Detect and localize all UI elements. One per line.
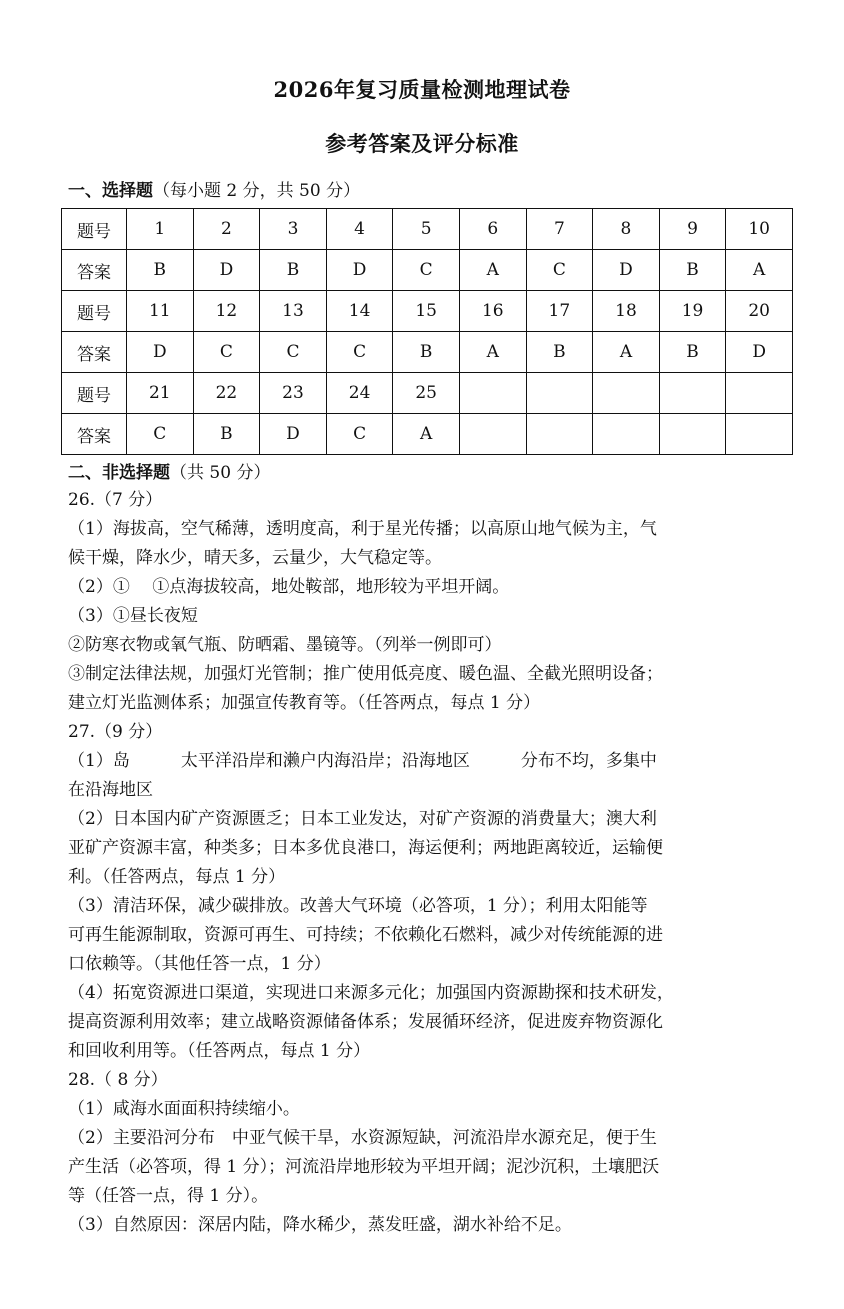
- question-number-cell: 20: [726, 291, 793, 332]
- question-number-cell: 18: [593, 291, 660, 332]
- answer-text-line: 可再生能源制取，资源可再生、可持续；不依赖化石燃料，减少对传统能源的进: [68, 925, 663, 945]
- question-number-cell: 2: [193, 209, 260, 250]
- answer-text-line: （2）① ①点海拔较高，地处鞍部，地形较为平坦开阔。: [68, 577, 510, 597]
- page-subtitle: 参考答案及评分标准: [325, 131, 519, 156]
- row-label-answer: 答案: [62, 332, 127, 373]
- row-label-question: 题号: [62, 291, 127, 332]
- answer-cell: A: [593, 332, 660, 373]
- question-number-cell: 14: [326, 291, 393, 332]
- answer-cell: [726, 414, 793, 455]
- answer-text-line: 候干燥，降水少，晴天多，云量少，大气稳定等。: [68, 548, 442, 568]
- question-number-cell: [526, 373, 593, 414]
- answer-cell: [526, 414, 593, 455]
- question-number-row: [62, 209, 793, 250]
- answer-cell: C: [526, 250, 593, 291]
- answer-text-line: （1）咸海水面面积持续缩小。: [68, 1099, 300, 1119]
- question-number-cell: 9: [659, 209, 726, 250]
- section-2-note: （共 50 分）: [170, 463, 271, 483]
- question-number-cell: 13: [260, 291, 327, 332]
- section-2-label: 二、非选择题: [68, 463, 170, 483]
- answer-cell: B: [127, 250, 194, 291]
- question-number-cell: 5: [393, 209, 460, 250]
- section-1-heading: [68, 176, 360, 201]
- question-number-row: [62, 291, 793, 332]
- answer-text-line: 亚矿产资源丰富，种类多；日本多优良港口，海运便利；两地距离较近，运输便: [68, 838, 663, 858]
- answer-text-line: （3）清洁环保，减少碳排放。改善大气环境（必答项，1 分）；利用太阳能等: [68, 896, 648, 916]
- answer-cell: C: [326, 414, 393, 455]
- answer-cell: B: [526, 332, 593, 373]
- answer-text-line: 26.（7 分）: [68, 490, 163, 510]
- question-number-cell: 23: [260, 373, 327, 414]
- question-number-row: [62, 373, 793, 414]
- answer-text-line: 和回收利用等。（任答两点，每点 1 分）: [68, 1041, 371, 1061]
- answer-cell: C: [393, 250, 460, 291]
- answer-text-line: 27.（9 分）: [68, 722, 163, 742]
- answer-cell: [459, 414, 526, 455]
- answer-text-line: 口依赖等。（其他任答一点，1 分）: [68, 954, 331, 974]
- answer-text-line: 28.（ 8 分）: [68, 1070, 168, 1090]
- answer-text-line: 产生活（必答项，得 1 分）；河流沿岸地形较为平坦开阔；泥沙沉积，土壤肥沃: [68, 1157, 660, 1177]
- answer-cell: D: [593, 250, 660, 291]
- page-title: 2026年复习质量检测地理试卷: [273, 77, 571, 102]
- answer-cell: B: [260, 250, 327, 291]
- answer-table: [61, 208, 793, 455]
- row-label-question: 题号: [62, 209, 127, 250]
- answer-cell: D: [193, 250, 260, 291]
- answer-text-line: 建立灯光监测体系；加强宣传教育等。（任答两点，每点 1 分）: [68, 693, 541, 713]
- question-number-cell: 15: [393, 291, 460, 332]
- question-number-cell: 25: [393, 373, 460, 414]
- answer-cell: D: [127, 332, 194, 373]
- answer-row: [62, 414, 793, 455]
- answer-text-line: 等（任答一点，得 1 分）。: [68, 1186, 269, 1206]
- question-number-cell: 7: [526, 209, 593, 250]
- answer-cell: D: [726, 332, 793, 373]
- question-number-cell: 22: [193, 373, 260, 414]
- answer-cell: C: [127, 414, 194, 455]
- question-number-cell: 16: [459, 291, 526, 332]
- answer-cell: [659, 414, 726, 455]
- answer-cell: A: [459, 332, 526, 373]
- question-number-cell: 12: [193, 291, 260, 332]
- answer-cell: B: [193, 414, 260, 455]
- question-number-cell: 3: [260, 209, 327, 250]
- question-number-cell: 10: [726, 209, 793, 250]
- answer-cell: B: [659, 250, 726, 291]
- section-1-note: （每小题 2 分，共 50 分）: [153, 181, 361, 201]
- answer-text-line: （2）主要沿河分布 中亚气候干旱，水资源短缺，河流沿岸水源充足，便于生: [68, 1128, 657, 1148]
- answer-row: [62, 250, 793, 291]
- question-number-cell: 4: [326, 209, 393, 250]
- answer-cell: D: [260, 414, 327, 455]
- question-number-cell: [659, 373, 726, 414]
- answer-cell: D: [326, 250, 393, 291]
- answer-cell: A: [726, 250, 793, 291]
- answer-cell: C: [193, 332, 260, 373]
- row-label-answer: 答案: [62, 414, 127, 455]
- answer-cell: B: [659, 332, 726, 373]
- question-number-cell: [726, 373, 793, 414]
- answer-cell: A: [459, 250, 526, 291]
- answer-text-body: [68, 486, 788, 1240]
- answer-text-line: （2）日本国内矿产资源匮乏；日本工业发达，对矿产资源的消费量大；澳大利: [68, 809, 657, 829]
- answer-text-line: （1）海拔高，空气稀薄，透明度高，利于星光传播；以高原山地气候为主，气: [68, 519, 657, 539]
- question-number-cell: [593, 373, 660, 414]
- question-number-cell: 24: [326, 373, 393, 414]
- answer-cell: [593, 414, 660, 455]
- question-number-cell: 11: [127, 291, 194, 332]
- answer-text-line: （4）拓宽资源进口渠道，实现进口来源多元化；加强国内资源勘探和技术研发，: [68, 983, 674, 1003]
- question-number-cell: 6: [459, 209, 526, 250]
- answer-text-line: （1）岛 太平洋沿岸和濑户内海沿岸；沿海地区 分布不均，多集中: [68, 751, 657, 771]
- question-number-cell: 17: [526, 291, 593, 332]
- answer-row: [62, 332, 793, 373]
- question-number-cell: 19: [659, 291, 726, 332]
- answer-text-line: ②防寒衣物或氧气瓶、防晒霜、墨镜等。（列举一例即可）: [68, 635, 502, 655]
- answer-cell: A: [393, 414, 460, 455]
- question-number-cell: 1: [127, 209, 194, 250]
- question-number-cell: [459, 373, 526, 414]
- answer-text-line: 在沿海地区: [68, 780, 153, 800]
- answer-text-line: 提高资源利用效率；建立战略资源储备体系；发展循环经济，促进废弃物资源化: [68, 1012, 663, 1032]
- answer-cell: C: [326, 332, 393, 373]
- row-label-answer: 答案: [62, 250, 127, 291]
- answer-text-line: （3）自然原因：深居内陆，降水稀少，蒸发旺盛，湖水补给不足。: [68, 1215, 572, 1235]
- section-1-label: 一、选择题: [68, 181, 153, 201]
- row-label-question: 题号: [62, 373, 127, 414]
- answer-cell: C: [260, 332, 327, 373]
- answer-text-line: （3）①昼长夜短: [68, 606, 198, 626]
- section-2-heading: [68, 458, 270, 483]
- answer-cell: B: [393, 332, 460, 373]
- answer-text-line: ③制定法律法规，加强灯光管制；推广使用低亮度、暖色温、全截光照明设备；: [68, 664, 663, 684]
- answer-text-line: 利。（任答两点，每点 1 分）: [68, 867, 286, 887]
- question-number-cell: 21: [127, 373, 194, 414]
- question-number-cell: 8: [593, 209, 660, 250]
